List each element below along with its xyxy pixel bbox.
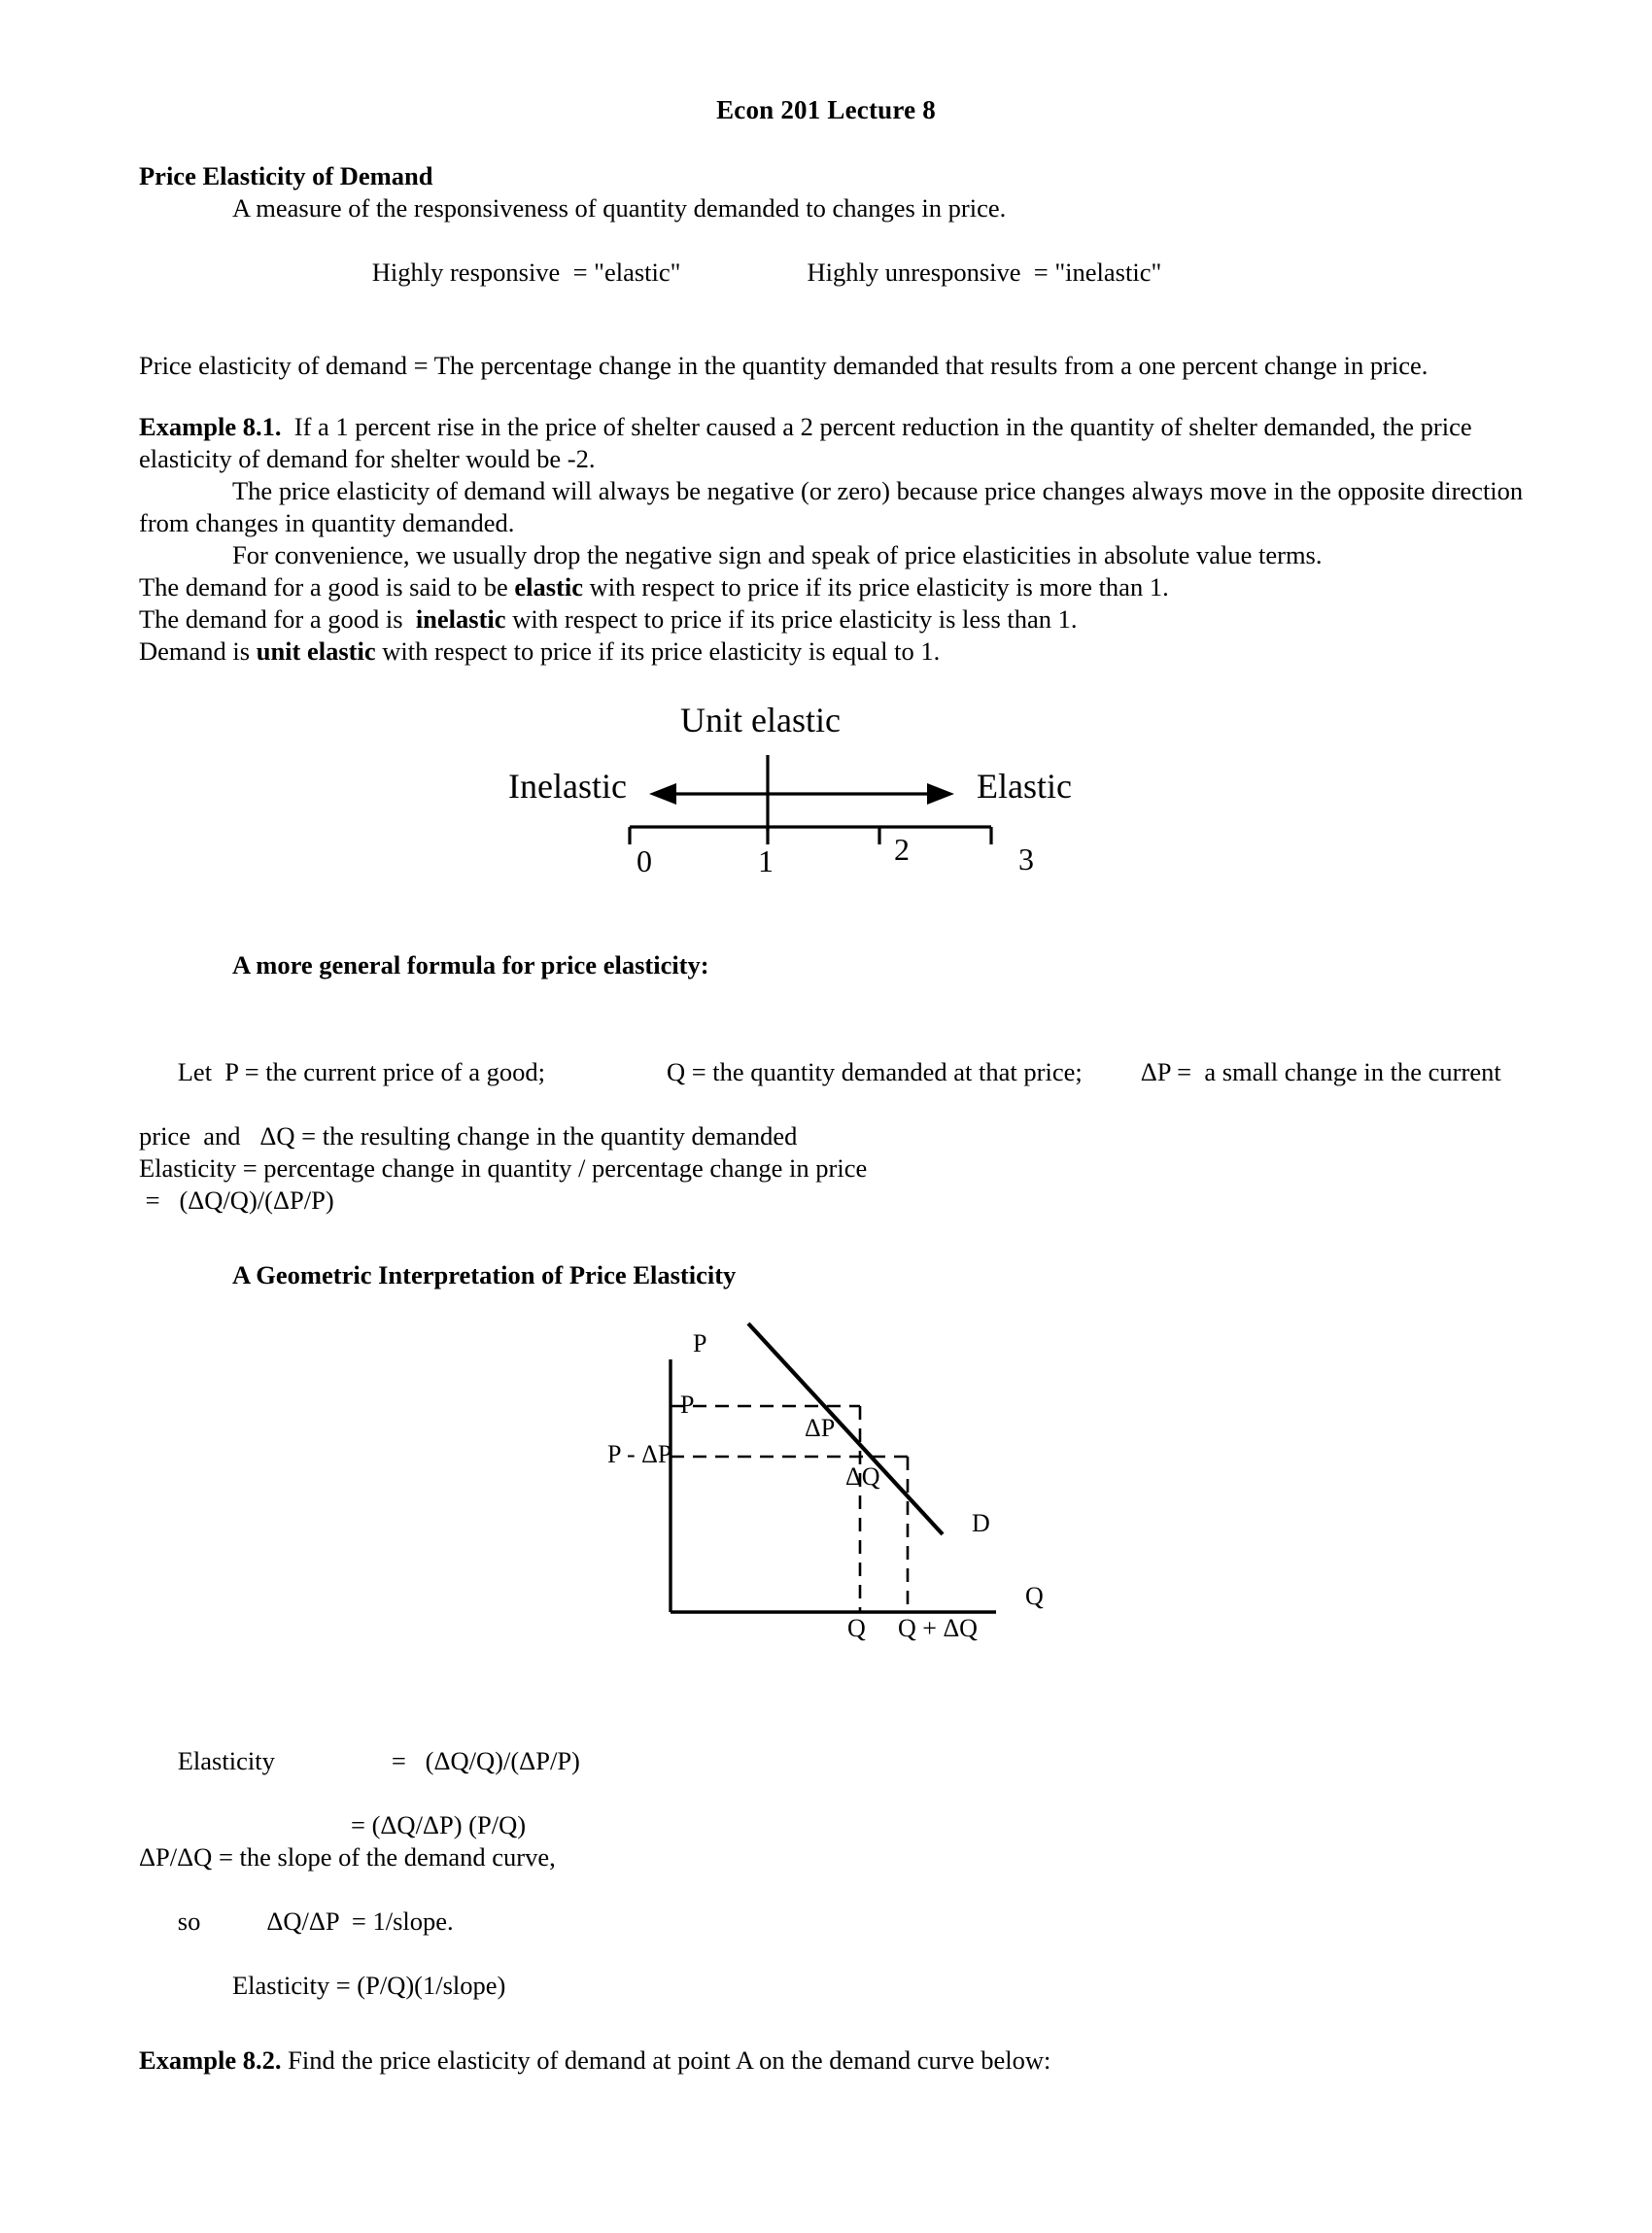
final-elasticity-label: Elasticity — [177, 1746, 275, 1775]
final-elasticity-eq1: = (ΔQ/Q)/(ΔP/P) — [391, 1746, 580, 1775]
document-body-2 — [0, 949, 1652, 1291]
example-82-paragraph — [139, 2044, 1526, 2077]
final-elasticity-eq2: = (ΔQ/ΔP) (P/Q) — [351, 1810, 527, 1839]
demand-curve-label: D — [972, 1509, 990, 1537]
unit-elastic-label: Unit elastic — [680, 701, 841, 739]
tick-label-2: 2 — [894, 832, 910, 867]
final-elasticity-row — [139, 1713, 1526, 1809]
highly-responsive-label: Highly responsive = "elastic" — [371, 258, 681, 287]
convenience-paragraph: For convenience, we usually drop the negative sign and speak of price elasticities in absolute value terms. — [232, 540, 1323, 569]
def-unit-term: unit elastic — [256, 636, 376, 666]
def-unit-post: with respect to price if its price elasticity is equal to 1. — [375, 636, 941, 666]
let-definitions-row — [139, 1024, 1526, 1120]
highly-unresponsive-label: Highly unresponsive = "inelastic" — [807, 258, 1162, 287]
so-slope-row — [139, 1873, 1526, 1970]
measure-line: A measure of the responsiveness of quantity demanded to changes in price. — [232, 193, 1007, 223]
so-slope-eq: ΔQ/ΔP = 1/slope. — [266, 1907, 454, 1936]
definition-unit-elastic — [139, 636, 1526, 668]
price-level-label: P — [680, 1391, 695, 1419]
def-inelastic-post: with respect to price if its price elasticity is less than 1. — [505, 604, 1078, 634]
y-axis-label: P — [693, 1329, 707, 1357]
section-heading-price-elasticity: Price Elasticity of Demand — [139, 161, 433, 190]
elasticity-number-line-figure — [0, 701, 1652, 895]
section-heading-geometric: A Geometric Interpretation of Price Elasticity — [232, 1260, 737, 1289]
quantity-q-plus-dq-label: Q + ΔQ — [898, 1614, 978, 1642]
elastic-direction-arrow — [927, 783, 954, 805]
delta-p-label: ΔP — [805, 1414, 836, 1442]
demand-curve-figure — [0, 1321, 1652, 1670]
example-82-label: Example 8.2. — [139, 2045, 282, 2075]
page-title: Econ 201 Lecture 8 — [716, 95, 936, 124]
def-inelastic-pre: The demand for a good is — [139, 604, 416, 634]
slope-definition-line: ΔP/ΔQ = the slope of the demand curve, — [139, 1842, 556, 1872]
final-elasticity-slope-eq: Elasticity = (P/Q)(1/slope) — [232, 1971, 506, 2000]
let-price-definition: Let P = the current price of a good; — [177, 1057, 545, 1086]
tick-label-3: 3 — [1018, 842, 1034, 876]
so-label: so — [177, 1907, 201, 1936]
spacer — [139, 981, 1526, 1024]
spacer — [139, 2002, 1526, 2044]
x-axis-label: Q — [1025, 1582, 1044, 1610]
def-elastic-term: elastic — [514, 572, 583, 601]
def-unit-pre: Demand is — [139, 636, 257, 666]
def-elastic-post: with respect to price if its price elasticity is more than 1. — [583, 572, 1169, 601]
def-inelastic-term: inelastic — [415, 604, 506, 634]
elastic-label: Elastic — [977, 767, 1072, 806]
negative-sign-paragraph: The price elasticity of demand will always be negative (or zero) because price changes always move in the opposite direction from changes in quantity demanded. — [139, 476, 1530, 537]
elasticity-definition-line: Price elasticity of demand = The percentage change in the quantity demanded that results from a one percent change in price. — [139, 351, 1428, 380]
definition-inelastic — [139, 603, 1526, 636]
document-body-3 — [0, 1713, 1652, 2077]
example-82-text: Find the price elasticity of demand at point A on the demand curve below: — [281, 2045, 1051, 2075]
number-line-graphic — [612, 751, 1059, 858]
responsive-row — [139, 224, 1526, 321]
elasticity-formula-line: = (ΔQ/Q)/(ΔP/P) — [139, 1185, 334, 1215]
tick-label-0: 0 — [637, 843, 652, 878]
inelastic-direction-arrow — [649, 783, 676, 805]
let-delta-q-definition: price and ΔQ = the resulting change in the quantity demanded — [139, 1121, 798, 1151]
example-81-label: Example 8.1. — [139, 412, 282, 441]
inelastic-label: Inelastic — [508, 767, 627, 806]
price-minus-delta-label: P - ΔP — [607, 1440, 672, 1468]
delta-q-label: ΔQ — [845, 1462, 880, 1491]
example-81-paragraph — [139, 411, 1526, 475]
demand-curve-line — [748, 1323, 943, 1534]
definition-elastic — [139, 571, 1526, 603]
spacer — [139, 1217, 1526, 1259]
def-elastic-pre: The demand for a good is said to be — [139, 572, 515, 601]
spacer — [139, 382, 1526, 411]
tick-label-1: 1 — [758, 843, 774, 878]
document-body — [0, 160, 1652, 668]
section-heading-general-formula: A more general formula for price elasticity: — [232, 950, 709, 979]
let-quantity-definition: Q = the quantity demanded at that price; — [666, 1057, 1083, 1086]
example-81-text: If a 1 percent rise in the price of shelter caused a 2 percent reduction in the quantity of shelter demanded, the price elasticity of demand for shelter would be -2. — [139, 412, 1479, 473]
demand-curve-graphic — [622, 1321, 1030, 1651]
document-page — [0, 95, 1652, 2233]
quantity-q-label: Q — [847, 1614, 866, 1642]
elasticity-words-line: Elasticity = percentage change in quantity / percentage change in price — [139, 1153, 868, 1183]
let-delta-p-definition: ΔP = a small change in the current — [1140, 1057, 1501, 1086]
spacer — [139, 321, 1526, 350]
